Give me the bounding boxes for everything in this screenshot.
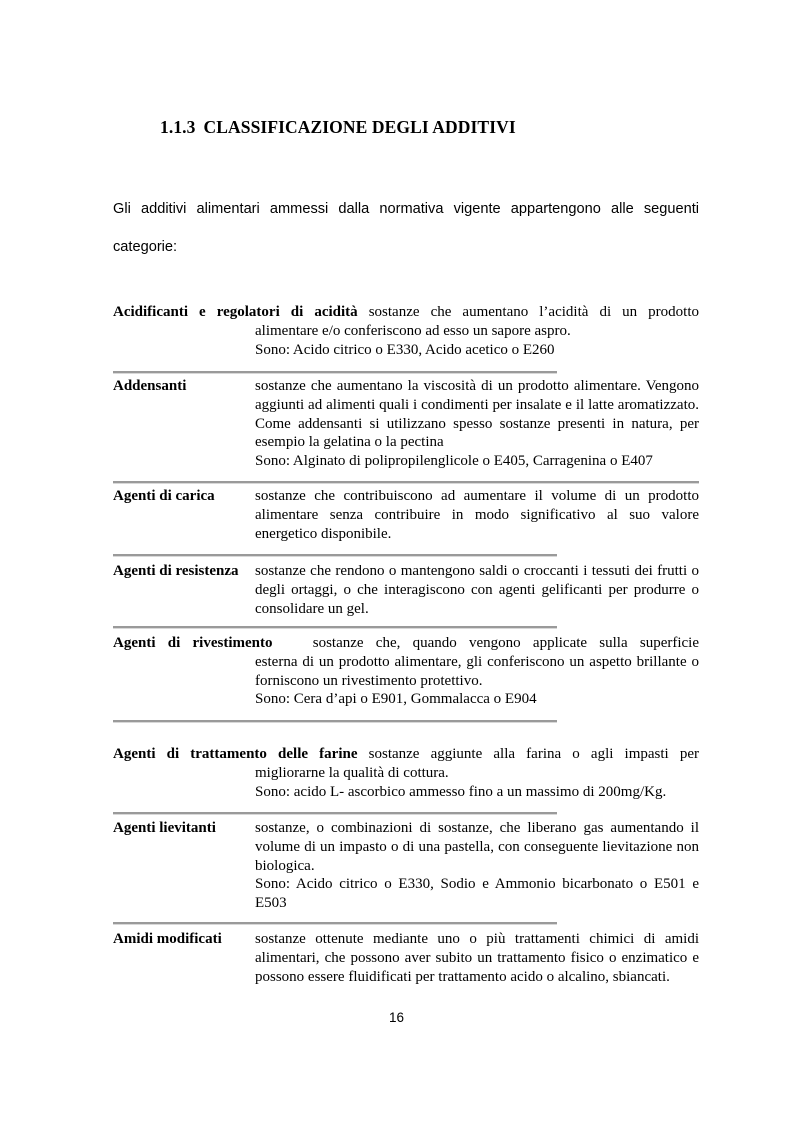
section-number: 1.1.3	[160, 117, 196, 137]
entry-definition: sostanze, o combinazioni di sostanze, che liberano gas aumentando il volume di un impasto o di una pastella, con conseguente lievitazione non biologica.	[255, 820, 699, 874]
entry-first-line	[113, 745, 699, 764]
divider	[113, 626, 557, 629]
entry-amidi-modificati	[113, 930, 699, 986]
entry-agenti-di-rivestimento	[113, 634, 699, 709]
entry-term: Agenti lievitanti	[113, 820, 216, 836]
divider	[113, 922, 557, 925]
entry-definition-line: alimentare e/o conferiscono ad esso un sapore aspro.	[255, 322, 571, 339]
entry-agenti-lievitanti	[113, 819, 699, 913]
entry-definition-line: esterna di un prodotto alimentare, gli conferiscono un aspetto brillante o forniscono un rivestimento protettivo.	[255, 653, 699, 689]
divider	[113, 481, 699, 484]
entry-first-line	[113, 634, 699, 653]
entry-examples: Sono: acido L- ascorbico ammesso fino a un massimo di 200mg/Kg.	[255, 783, 667, 800]
entry-definition-start: sostanze aggiunte alla farina o agli impasti per	[368, 746, 699, 762]
entry-examples: Sono: Cera d’api o E901, Gommalacca o E904	[255, 691, 537, 708]
entry-term: Addensanti	[113, 378, 187, 394]
section-heading	[160, 117, 516, 138]
divider	[113, 554, 557, 557]
entry-definition: sostanze che aumentano la viscosità di un prodotto alimentare. Vengono aggiunti ad alimenti quali i condimenti per insalate e il latte aromatizzato. Come addensanti si utilizzano spesso sostanze presenti in natura, per esempio la gelatina o la pectina	[255, 378, 699, 451]
entry-term: Agenti di resistenza	[113, 563, 239, 579]
entry-agenti-di-carica	[113, 487, 699, 543]
divider	[113, 720, 557, 723]
entry-term: Agenti di carica	[113, 488, 215, 504]
entry-definition: sostanze che contribuiscono ad aumentare il volume di un prodotto alimentare senza contribuire in modo significativo al suo valore energetico disponibile.	[255, 488, 699, 542]
entry-agenti-di-resistenza	[113, 562, 699, 618]
entry-term: Agenti di trattamento delle farine	[113, 746, 358, 762]
entry-definition: sostanze che rendono o mantengono saldi o croccanti i tessuti dei frutti o degli ortaggi, o che interagiscono con agenti gelificanti per produrre o consolidare un gel.	[255, 563, 699, 617]
entry-examples: Sono: Acido citrico o E330, Sodio e Ammonio bicarbonato o E501 e E503	[255, 876, 699, 912]
entry-definition-line: migliorarne la qualità di cottura.	[255, 764, 449, 781]
entry-agenti-di-trattamento-delle-farine	[113, 745, 699, 801]
entry-term: Amidi modificati	[113, 931, 222, 947]
section-title: CLASSIFICAZIONE DEGLI ADDITIVI	[203, 117, 516, 137]
intro-paragraph: Gli additivi alimentari ammessi dalla normativa vigente appartengono alle seguenti categorie:	[113, 201, 699, 255]
divider	[113, 371, 557, 374]
entry-definition-start: sostanze che, quando vengono applicate sulla superficie	[312, 635, 700, 651]
entry-first-line	[113, 303, 699, 322]
entry-term: Agenti di rivestimento	[113, 635, 273, 651]
entry-definition-start: sostanze che aumentano l’acidità di un prodotto	[368, 304, 700, 320]
entry-acidificanti	[113, 303, 699, 359]
page-number: 16	[388, 1010, 405, 1025]
entry-examples: Sono: Acido citrico o E330, Acido acetico o E260	[255, 341, 555, 358]
entry-addensanti	[113, 377, 699, 471]
divider	[113, 812, 557, 815]
entry-definition: sostanze ottenute mediante uno o più trattamenti chimici di amidi alimentari, che possono aver subito un trattamento fisico o enzimatico e possono essere fluidificati per trattamento acido o alcalino, sbiancati.	[255, 931, 699, 985]
entry-examples: Sono: Alginato di polipropilenglicole o E405, Carragenina o E407	[255, 453, 653, 470]
entry-term: Acidificanti e regolatori di acidità	[113, 304, 358, 320]
